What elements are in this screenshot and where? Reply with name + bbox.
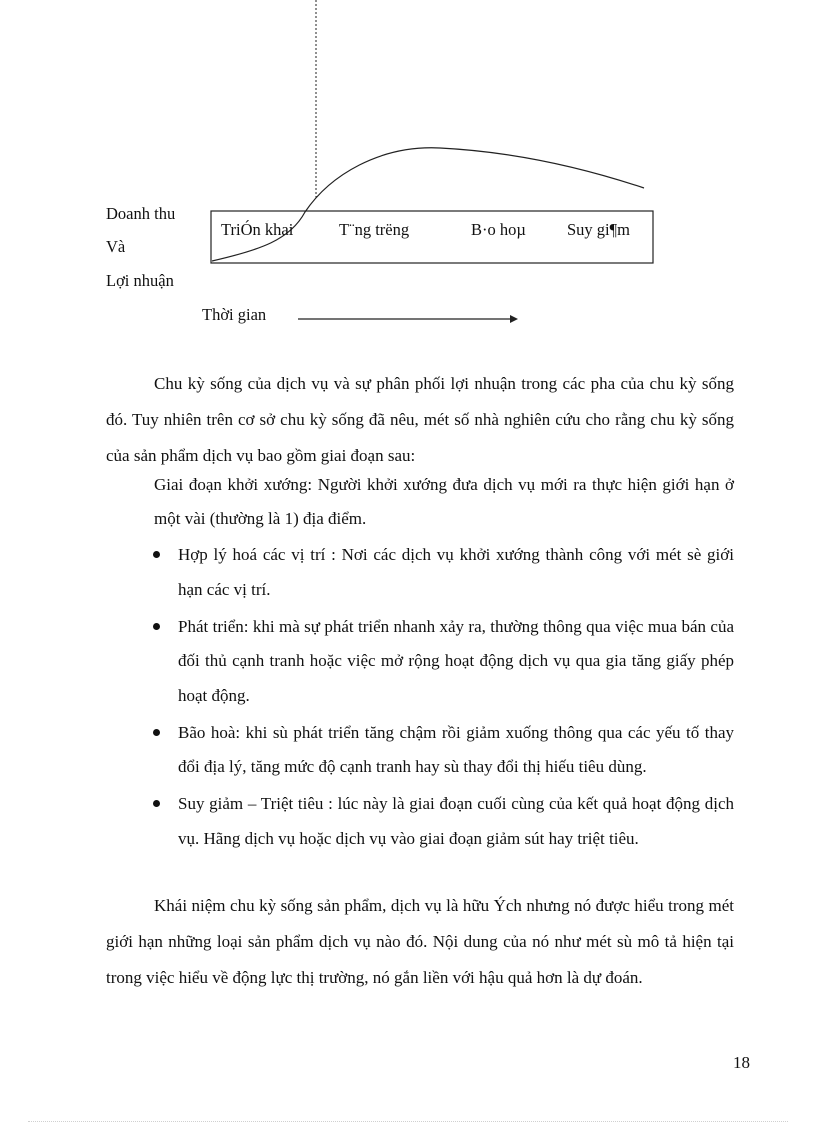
page-number: 18 [733, 1053, 750, 1072]
stage-label-2: T¨ng trëng [339, 220, 410, 239]
conclusion-paragraph: Khái niệm chu kỳ sống sản phẩm, dịch vụ là hữu Ých nhưng nó được hiểu trong mét giới hạn những loại sản phẩm dịch vụ nào đó. Nội dung của nó như mét sù mô tả hiện tại trong việc hiểu về động lực thị trường, nó gắn liền với hậu quả hơn là dự đoán. [106, 896, 734, 987]
list-item [150, 610, 734, 714]
stage-intro-paragraph: Giai đoạn khởi xướng: Người khởi xướng đưa dịch vụ mới ra thực hiện giới hạn ở một vài (thường là 1) địa điểm. [154, 475, 734, 528]
intro-paragraph: Chu kỳ sống của dịch vụ và sự phân phối lợi nhuận trong các pha của chu kỳ sống đó. Tuy nhiên trên cơ sở chu kỳ sống đã nêu, mét số nhà nghiên cứu cho rằng chu kỳ sống của sản phẩm dịch vụ bao gồm giai đoạn sau: [106, 374, 734, 465]
list-item-text: Phát triển: khi mà sự phát triển nhanh xảy ra, thường thông qua việc mua bán của đối thủ cạnh tranh hoặc việc mở rộng hoạt động dịch vụ qua gia tăng giấy phép hoạt động. [178, 616, 734, 705]
bullet-icon [153, 623, 160, 630]
y-axis-label-line-2: Và [106, 237, 126, 256]
life-cycle-curve [212, 148, 644, 261]
bullet-icon [153, 729, 160, 736]
time-arrow-head [510, 315, 518, 323]
list-item [150, 787, 734, 856]
stage-bullet-list [150, 538, 734, 859]
x-axis-label: Thời gian [202, 305, 267, 324]
y-axis-label-line-1: Doanh thu [106, 204, 176, 223]
list-item [150, 716, 734, 785]
bullet-icon [153, 551, 160, 558]
list-item-text: Suy giảm – Triệt tiêu : lúc này là giai đoạn cuối cùng của kết quả hoạt động dịch vụ. Hãng dịch vụ hoặc dịch vụ vào giai đoạn giảm sút hay triệt tiêu. [178, 794, 734, 848]
list-item-text: Bão hoà: khi sù phát triển tăng chậm rồi giảm xuống thông qua các yếu tố thay đổi địa lý, tăng mức độ cạnh tranh hay sù thay đổi thị hiếu tiêu dùng. [178, 722, 734, 776]
footer-divider [28, 1121, 788, 1122]
stage-label-1: TriÓn khai [221, 220, 294, 239]
stage-label-3: B·o hoµ [471, 220, 526, 239]
list-item-text: Hợp lý hoá các vị trí : Nơi các dịch vụ khởi xướng thành công với mét sè giới hạn các vị trí. [178, 545, 734, 599]
stage-label-4: Suy gi¶m [567, 220, 630, 239]
y-axis-label-line-3: Lợi nhuận [106, 271, 174, 290]
bullet-icon [153, 800, 160, 807]
list-item [150, 538, 734, 607]
